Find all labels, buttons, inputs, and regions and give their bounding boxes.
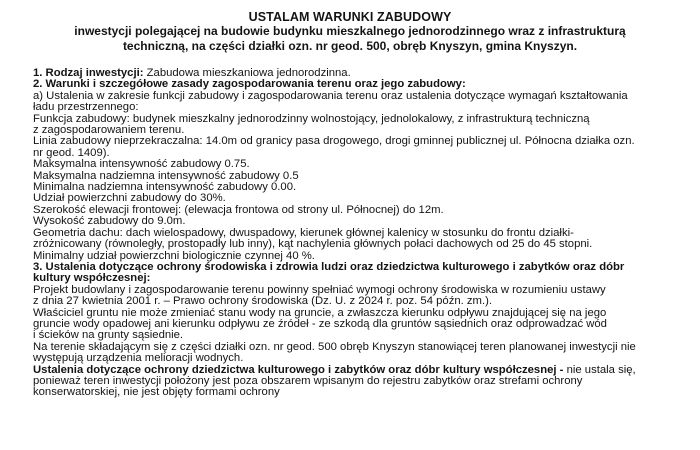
paragraph-line: Maksymalna nadziemna intensywność zabudowy 0.5: [33, 169, 299, 182]
paragraph-line: nr geod. 1409).: [33, 146, 110, 159]
paragraph-line: Udział powierzchni zabudowy do 30%.: [33, 192, 226, 205]
section-1-heading: 1. Rodzaj inwestycji:: [33, 67, 144, 79]
section-3-heading: kultury współczesnej:: [33, 272, 151, 285]
paragraph-line: konserwatorskiej, nie jest objęty formami ochrony: [33, 386, 280, 399]
paragraph-line: a) Ustalenia w zakresie funkcji zabudowy i zagospodarowania terenu oraz ustalenia dotyczące wymagań kształtowania: [33, 89, 628, 102]
document-title: USTALAM WARUNKI ZABUDOWY: [248, 10, 452, 24]
subtitle-line: techniczną, na części działki ozn. nr geod. 500, obręb Knyszyn, gmina Knyszyn.: [122, 38, 578, 53]
bold-phrase: Ustalenia dotyczące ochrony dziedzictwa kulturowego i zabytków oraz dóbr kultury współczesnej -: [33, 363, 564, 376]
paragraph-line: Właściciel gruntu nie może zmieniać stanu wody na gruncie, a zwłaszcza kierunku odpływu znajdującej się na jego: [33, 306, 607, 319]
paragraph-line: Maksymalna intensywność zabudowy 0.75.: [33, 158, 250, 171]
paragraph-line: Funkcja zabudowy: budynek mieszkalny jednorodzinny wolnostojący, jednolokalowy, z infrastrukturą techniczną: [33, 112, 590, 125]
paragraph-line: Geometria dachu: dach wielospadowy, dwuspadowy, kierunek głównej kalenicy w stosunku do frontu działki-: [33, 226, 574, 239]
section-1-value: Zabudowa mieszkaniowa jednorodzinna.: [143, 67, 351, 79]
paragraph-line: z dnia 27 kwietnia 2001 r. – Prawo ochrony środowiska (Dz. U. z 2024 r. poz. 54 późn. zm.).: [33, 295, 493, 308]
document-body: [33, 68, 669, 399]
paragraph-line: Wysokość zabudowy do 9.0m.: [33, 215, 186, 228]
paragraph-line: Na terenie składającym się z części działki ozn. nr geod. 500 obręb Knyszyn stanowiącej teren planowanej inwestycji nie: [33, 340, 636, 353]
subtitle-line: inwestycji polegającej na budowie budynku mieszkalnego jednorodzinnego wraz z infrastrukturą: [74, 24, 626, 38]
paragraph-line: Linia zabudowy nieprzekraczalna: 14.0m od granicy pasa drogowego, drogi gminnej publicznej ul. Północna działka ozn.: [33, 135, 635, 148]
section-3-heading: 3. Ustalenia dotyczące ochrony środowiska i zdrowia ludzi oraz dziedzictwa kulturowego i zabytków oraz dóbr: [33, 260, 625, 273]
document-subtitle: [0, 24, 700, 53]
paragraph-line: zróżnicowany (równoległy, prostopadły lub inny), kąt nachylenia głównych połaci dachowych od 25 do 45 stopni.: [33, 238, 593, 251]
paragraph-line: Minimalna nadziemna intensywność zabudowy 0.00.: [33, 181, 297, 194]
paragraph-line: i ścieków na grunty sąsiednie.: [33, 329, 184, 342]
paragraph-text: nie ustala się,: [563, 363, 636, 376]
paragraph-line: ponieważ teren inwestycji położony jest poza obszarem wpisanym do rejestru zabytków oraz strefami ochrony: [33, 374, 583, 387]
paragraph-line: Projekt budowlany i zagospodarowanie terenu powinny spełniać wymogi ochrony środowiska w rozumieniu ustawy: [33, 283, 606, 296]
section-2-heading: 2. Warunki i szczegółowe zasady zagospodarowania terenu oraz jego zabudowy:: [33, 78, 466, 91]
paragraph-line: gruncie wody opadowej ani kierunku odpływu ze źródeł - ze szkodą dla gruntów sąsiednich oraz odprowadzać wód: [33, 317, 607, 330]
paragraph-line: ładu przestrzennego:: [33, 101, 139, 114]
paragraph-line: z zagospodarowaniem terenu.: [33, 124, 185, 137]
paragraph-line: Minimalny udział powierzchni biologicznie czynnej 40 %.: [33, 249, 315, 262]
paragraph-line: Szerokość elewacji frontowej: (elewacja frontowa od strony ul. Północnej) do 12m.: [33, 203, 444, 216]
paragraph-line: występują urządzenia melioracji wodnych.: [33, 352, 244, 365]
